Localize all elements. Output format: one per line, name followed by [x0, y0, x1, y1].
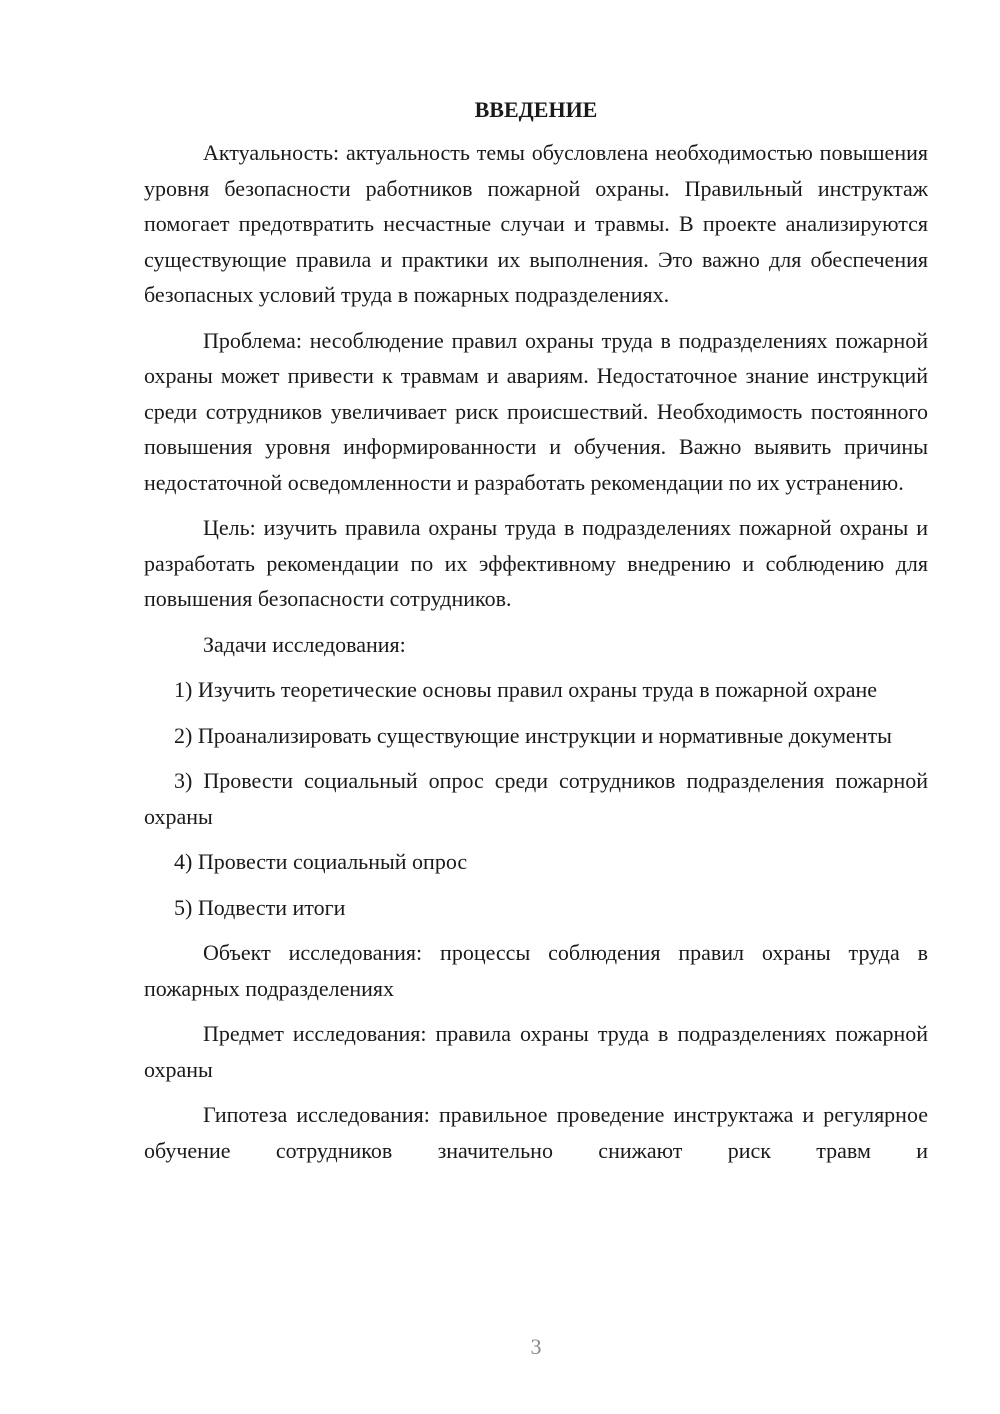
document-page	[144, 94, 928, 1168]
goal-paragraph: Цель: изучить правила охраны труда в подразделениях пожарной охраны и разработать рекомендации по их эффективному внедрению и соблюдению для повышения безопасности сотрудников.	[144, 515, 928, 611]
tasks-heading: Задачи исследования:	[203, 631, 406, 657]
task-item-2: 2) Проанализировать существующие инструкции и нормативные документы	[174, 722, 892, 748]
task-item-5: 5) Подвести итоги	[174, 894, 346, 920]
page-title: ВВЕДЕНИЕ	[474, 97, 598, 122]
subject-paragraph: Предмет исследования: правила охраны труда в подразделениях пожарной охраны	[144, 1021, 928, 1082]
task-item-3: 3) Провести социальный опрос среди сотрудников подразделения пожарной охраны	[144, 768, 928, 829]
problem-paragraph: Проблема: несоблюдение правил охраны труда в подразделениях пожарной охраны может привести к травмам и авариям. Недостаточное знание инструкций среди сотрудников увеличивает риск происшествий. Необходимость постоянного повышения уровня информированности и обучения. Важно выявить причины недостаточной осведомленности и разработать рекомендации по их устранению.	[144, 327, 928, 495]
object-paragraph: Объект исследования: процессы соблюдения правил охраны труда в пожарных подразделениях	[144, 940, 928, 1001]
hypothesis-paragraph: Гипотеза исследования: правильное проведение инструктажа и регулярное обучение сотрудников значительно снижают риск травм и	[144, 1102, 928, 1163]
page-number: 3	[530, 1334, 542, 1359]
task-item-4: 4) Провести социальный опрос	[174, 849, 468, 874]
task-item-1: 1) Изучить теоретические основы правил охраны труда в пожарной охране	[174, 677, 878, 702]
relevance-paragraph: Актуальность: актуальность темы обусловлена необходимостью повышения уровня безопасности работников пожарной охраны. Правильный инструктаж помогает предотвратить несчастные случаи и травмы. В проекте анализируются существующие правила и практики их выполнения. Это важно для обеспечения безопасных условий труда в пожарных подразделениях.	[144, 140, 928, 307]
